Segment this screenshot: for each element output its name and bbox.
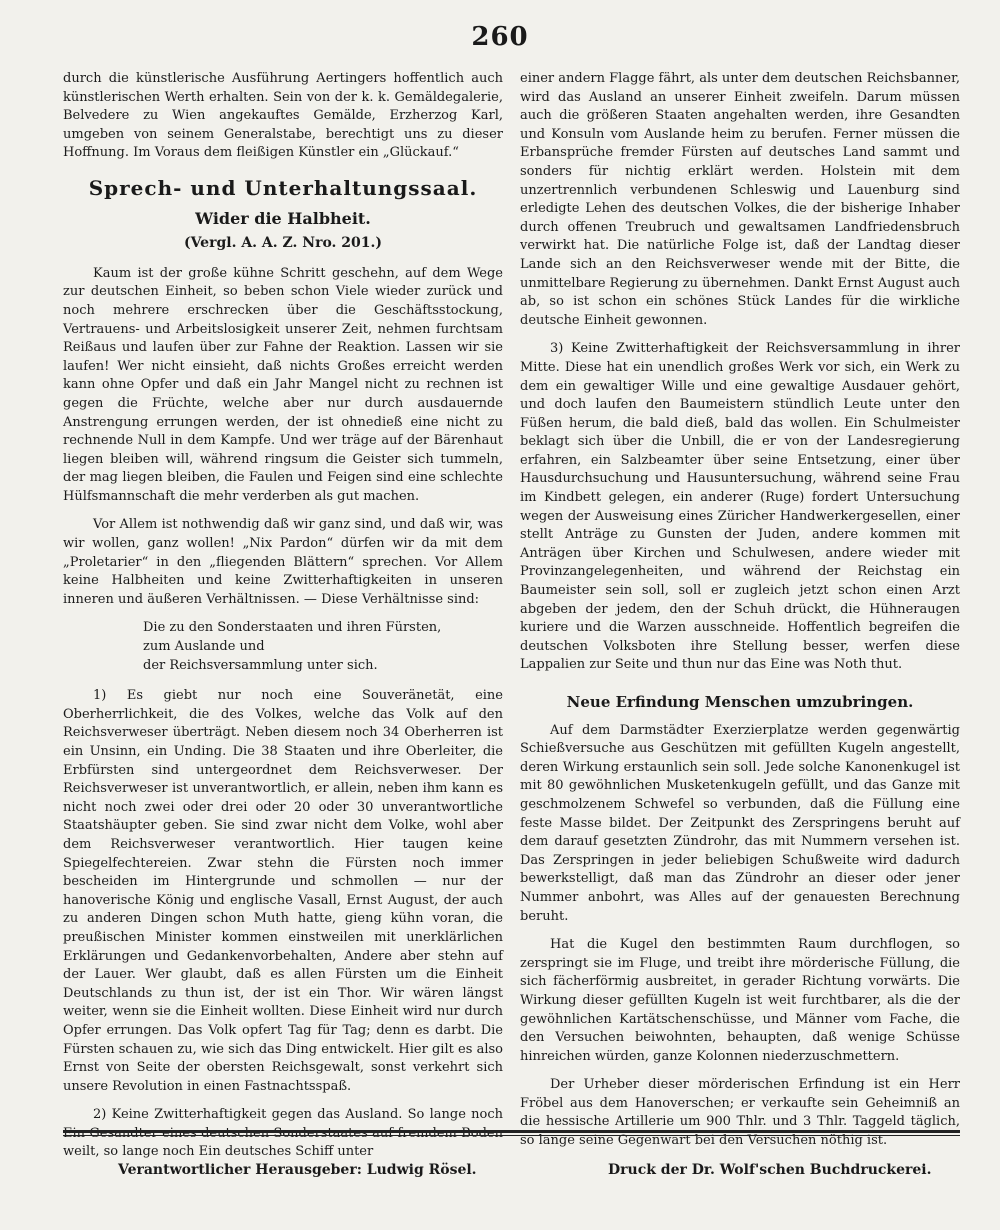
footer-rule-thick xyxy=(63,1130,960,1133)
news-heading: Neue Erfindung Menschen umzubringen. xyxy=(566,693,914,711)
article-paragraph-4: 2) Keine Zwitterhaftigkeit gegen das Ausland. So lange noch Ein Gesandter eines deutschen Sonderstaates auf fremdem Boden weilt, so lange noch Ein deutsches Schiff unter xyxy=(63,1107,503,1160)
section-heading: Sprech- und Unterhaltungssaal. xyxy=(88,175,478,200)
right-column xyxy=(520,70,960,1151)
footer-rule-thin xyxy=(63,1135,960,1136)
news-paragraph-2: Hat die Kugel den bestimmten Raum durchflogen, so zerspringt sie im Fluge, und treibt ihre mörderische Füllung, die sich fächerförmig ausbreitet, in gerader Richtung vorwärts. Die Wirkung dieser gefüllten Kugeln ist weit furchtbarer, als die der gewöhnlichen Kartätschenschüsse, und Männer vom Fache, die den Versuchen beiwohnten, behaupten, daß wenige Schüsse hinreichen würden, ganze Kolonnen niederzuschmettern. xyxy=(520,937,960,1064)
news-paragraph-3: Der Urheber dieser mörderischen Erfindung ist ein Herr Fröbel aus dem Hanoverschen; er verkaufte sein Geheimniß an die hessische Artillerie um 900 Thlr. und 3 Thlr. Taggeld täglich, so lange seine Gegenwart bei den Versuchen nöthig ist. xyxy=(520,1077,960,1149)
news-paragraph-1: Auf dem Darmstädter Exerzierplatze werden gegenwärtig Schießversuche aus Geschützen mit gefüllten Kugeln angestellt, deren Wirkung erstaunlich sein soll. Jede solche Kanonenkugel ist mit 80 gewöhnlichen Musketenkugeln gefüllt, und das Ganze mit geschmolzenem Schwefel so verbunden, daß die Füllung eine feste Masse bildet. Der Zeitpunkt des Zerspringens beruht auf dem darauf gesetzten Zündrohr, das mit Nummern versehen ist. Das Zerspringen in jeder beliebigen Schußweite wird dadurch bewerkstelligt, daß man das Zündrohr an dieser oder jener Nummer anbohrt, was Alles auf der genauesten Berechnung beruht. xyxy=(520,722,960,924)
left-column xyxy=(63,70,503,1162)
article-paragraph-5: einer andern Flagge fährt, als unter dem deutschen Reichsbanner, wird das Ausland an unserer Einheit zweifeln. Darum müssen auch die größeren Staaten angehalten werden, ihre Gesandten und Konsuln vom Auslande heim zu berufen. Ferner müssen die Erbansprüche fremder Fürsten auf deutsches Land sammt und sonders für nichtig erklärt werden. Holstein mit dem unzertrennlich verbundenen Schleswig und Lauenburg sind erledigte Lehen des deutschen Volkes, die der bisherige Inhaber durch offenen Treubruch und gewaltsamen Landfriedensbruch verwirkt hat. Die natürliche Folge ist, daß der Landtag dieser Lande sich an den Reichsverweser wende mit der Bitte, die unmittelbare Regierung zu übernehmen. Dankt Ernst August auch ab, so ist schon ein schönes Stück Landes für die wirkliche deutsche Einheit gewonnen. xyxy=(520,71,960,328)
list-item: der Reichsversammlung unter sich. xyxy=(143,657,378,673)
article-paragraph-3: 1) Es giebt nur noch eine Souveränetät, eine Oberherrlichkeit, die des Volkes, welche das Volk auf den Reichsverweser überträgt. Neben diesem noch 34 Oberherren ist ein Unsinn, ein Unding. Die 38 Staaten und ihre Oberleiter, die Erbfürsten sind untergeordnet dem Reichsverweser. Der Reichsverweser ist unverantwortlich, er allein, neben ihm kann es nicht noch zwei oder drei oder 20 oder 30 unverantwortliche Staatshäupter geben. Sie sind zwar nicht dem Volke, wohl aber dem Reichsverweser verantwortlich. Hier taugen keine Spiegelfechtereien. Zwar stehn die Fürsten noch immer bescheiden im Hintergrunde und schmollen — nur der hanoverische König und englische Vasall, Ernst August, der auch zu anderen Dingen schon Muth hatte, gieng kühn voran, die preußischen Minister kommen einstweilen mit unerklärlichen Erklärungen und Gedankenvorbehalten, Andere aber stehn auf der Lauer. Wer glaubt, daß es allen Fürsten um die Einheit Deutschlands zu thun ist, der ist ein Thor. Wir wären längst weiter, wenn sie die Einheit wollten. Diese Einheit wird nur durch Opfer errungen. Das Volk opfert Tag für Tag; denn es darbt. Die Fürsten schauen zu, wie sich das Ding entwickelt. Hier gilt es also Ernst von Seite der obersten Reichsgewalt, sonst verkehrt sich unsere Revolution in einen Fastnachtsspaß. xyxy=(63,688,503,1094)
footer-printer: Druck der Dr. Wolf'schen Buchdruckerei. xyxy=(608,1162,932,1178)
list-item: zum Auslande und xyxy=(143,639,265,655)
article-reference: (Vergl. A. A. Z. Nro. 201.) xyxy=(183,235,383,252)
page-number: 260 xyxy=(471,22,529,52)
article-paragraph-2: Vor Allem ist nothwendig daß wir ganz sind, und daß wir, was wir wollen, ganz wollen! „Nix Pardon“ dürfen wir da mit dem „Proletarier“ in den „fliegenden Blättern“ sprechen. Vor Allem keine Halbheiten und keine Zwitterhaftigkeiten in unseren inneren und äußeren Verhältnissen. — Diese Verhältnisse sind: xyxy=(63,517,503,607)
intro-paragraph: durch die künstlerische Ausführung Aertingers hoffentlich auch künstlerischen Werth erhalten. Sein von der k. k. Gemäldegalerie, Belvedere zu Wien angekauftes Gemälde, Erzherzog Karl, umgeben von seinem Generalstabe, berechtigt uns zu dieser Hoffnung. Im Voraus dem fleißigen Künstler ein „Glückauf.“ xyxy=(63,71,503,161)
footer-editor: Verantwortlicher Herausgeber: Ludwig Rösel. xyxy=(118,1162,477,1178)
article-paragraph-1: Kaum ist der große kühne Schritt geschehn, auf dem Wege zur deutschen Einheit, so beben schon Viele wieder zurück und noch mehrere erschrecken über die Geschäftsstockung, Vertrauens- und Arbeitslosigkeit unserer Zeit, nehmen furchtsam Reißaus und laufen über zur Fahne der Reaktion. Lassen wir sie laufen! Wer nicht einsieht, daß nichts Großes erreicht werden kann ohne Opfer und daß ein Jahr Mangel nicht zu rechnen ist gegen die Früchte, welche aber nur durch ausdauernde Anstrengung errungen werden, der ist ohnedieß eine nicht zu rechnende Null in dem Kampfe. Und wer träge auf der Bärenhaut liegen bleiben will, während ringsum die Geister sich tummeln, der mag liegen bleiben, die Faulen und Feigen sind eine schlechte Hülfsmannschaft die mehr verderben als gut machen. xyxy=(63,265,503,504)
list-item: Die zu den Sonderstaaten und ihren Fürsten, xyxy=(143,620,442,636)
relations-list xyxy=(143,619,503,675)
article-paragraph-6: 3) Keine Zwitterhaftigkeit der Reichsversammlung in ihrer Mitte. Diese hat ein unendlich großes Werk vor sich, ein Werk zu dem ein gewaltiger Wille und eine gewaltige Ausdauer gehört, und doch laufen den Baumeistern stündlich Leute unter den Füßen herum, die bald dieß, bald das wollen. Ein Schulmeister beklagt sich über die Unbill, die er von der Landesregierung erfahren, ein Salzbeamter über seine Entsetzung, einer über Hausdurchsuchung und Hausuntersuchung, während seine Frau im Kindbett gelegen, ein anderer (Ruge) fordert Untersuchung wegen der Ausweisung eines Züricher Handwerkergesellen, einer stellt Anträge zu Gunsten der Juden, andere kommen mit Anträgen über Kirchen und Schulwesen, andere wieder mit Provinzangelegenheiten, und während der Reichstag ein Baumeister sein soll, soll er zugleich jetzt schon einen Arzt abgeben der jedem, den der Schuh drückt, die Hühneraugen kuriere und die Warzen ausschneide. Hoffentlich begreifen die deutschen Volksboten ihre Stellung besser, werfen diese Lappalien zur Seite und thun nur das Eine was Noth thut. xyxy=(520,341,960,673)
article-title: Wider die Halbheit. xyxy=(195,208,371,228)
